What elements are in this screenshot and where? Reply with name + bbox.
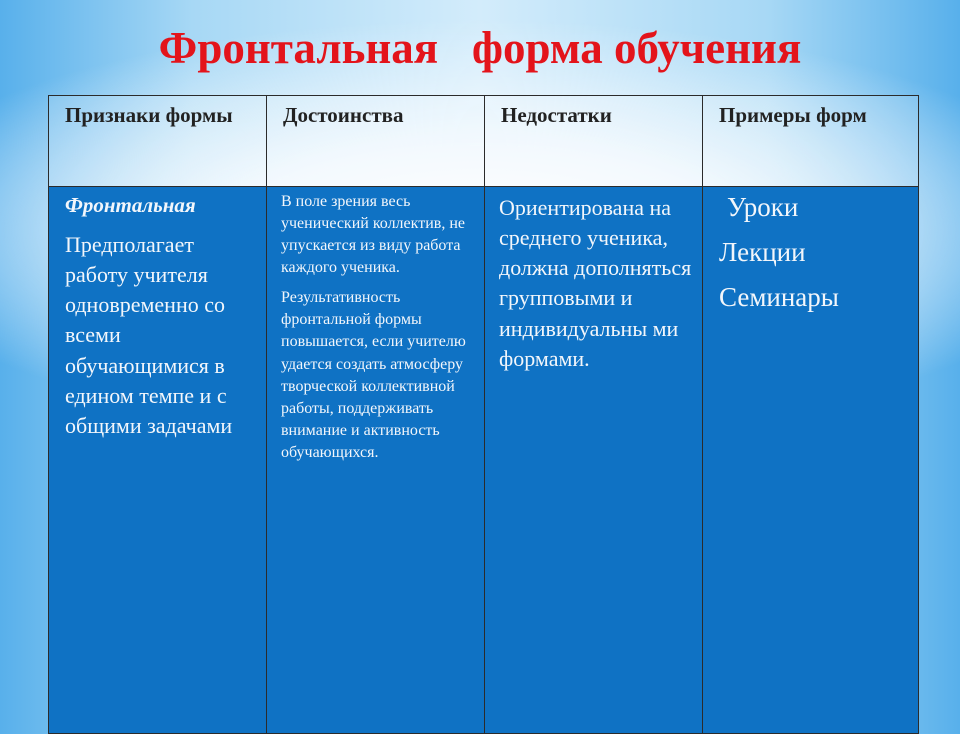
example-item: Лекции xyxy=(719,236,806,267)
header-examples: Примеры форм xyxy=(703,96,919,187)
cell-advantages xyxy=(267,187,485,734)
header-advantages: Достоинства xyxy=(267,96,485,187)
advantage-paragraph-1: В поле зрения весь ученический коллектив, не упускается из виду работа каждого ученика. xyxy=(281,193,465,277)
example-item: Семинары xyxy=(719,281,839,312)
cell-features xyxy=(49,187,267,734)
header-disadvantages: Недостатки xyxy=(485,96,703,187)
cell-examples xyxy=(703,187,919,734)
table-row xyxy=(49,187,919,734)
cell-disadvantages xyxy=(485,187,703,734)
slide-title: Фронтальная форма обучения xyxy=(158,23,802,73)
form-name: Фронтальная xyxy=(65,193,196,217)
header-features: Признаки формы xyxy=(49,96,267,187)
table-header-row xyxy=(49,96,919,187)
comparison-table xyxy=(48,95,919,734)
disadvantage-text: Ориентирована на среднего ученика, должна дополняться групповыми и индивидуальны ми формами. xyxy=(499,195,692,371)
advantage-paragraph-2: Результативность фронтальной формы повышается, если учителю удается создать атмосферу творческой коллективной работы, поддерживать внимание и активность обучающихся. xyxy=(281,289,466,461)
example-item: Уроки xyxy=(727,192,799,222)
form-description: Предполагает работу учителя одновременно со всеми обучающимися в едином темпе и с общими задачами xyxy=(65,232,233,438)
